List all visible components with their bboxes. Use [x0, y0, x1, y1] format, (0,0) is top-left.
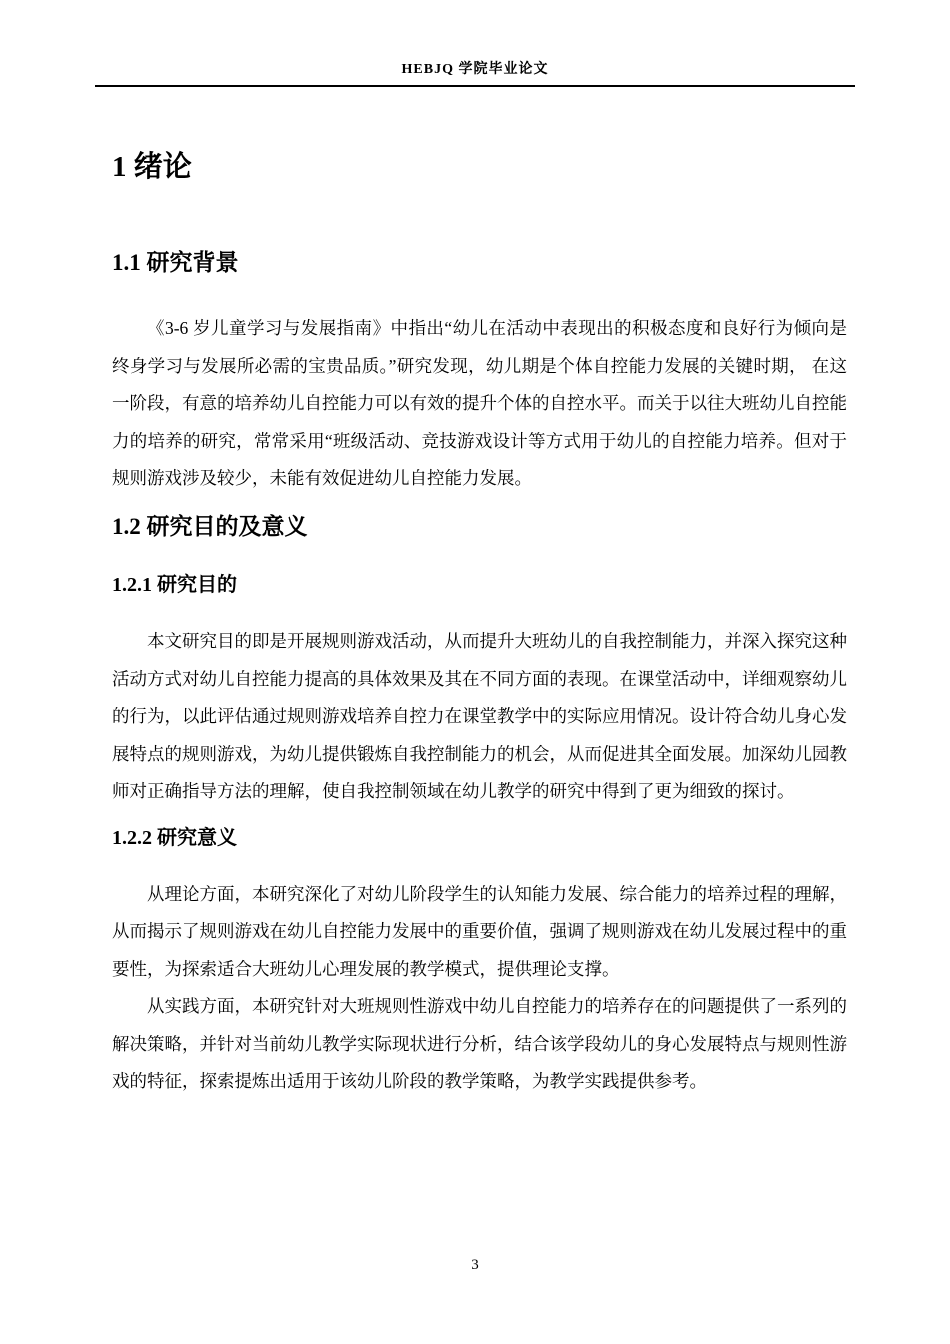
page-header: [95, 58, 855, 87]
section-1-2-1-paragraph: 本文研究目的即是开展规则游戏活动，从而提升大班幼儿的自我控制能力，并深入探究这种活动方式对幼儿自控能力提高的具体效果及其在不同方面的表现。在课堂活动中，详细观察幼儿的行为，以此评估通过规则游戏培养自控力在课堂教学中的实际应用情况。设计符合幼儿身心发展特点的规则游戏，为幼儿提供锻炼自我控制能力的机会，从而促进其全面发展。加深幼儿园教师对正确指导方法的理解，使自我控制领域在幼儿教学的研究中得到了更为细致的探讨。: [112, 631, 847, 802]
header-rule: [95, 85, 855, 87]
section-1-2-2-heading: 1.2.2 研究意义: [112, 826, 237, 849]
section-1-2-1: [112, 574, 847, 811]
section-1-1-heading: 1.1 研究背景: [112, 249, 239, 275]
section-1-2-1-heading: 1.2.1 研究目的: [112, 574, 237, 597]
section-1-2-2: [112, 827, 847, 1101]
section-1-1-paragraph: 《3-6 岁儿童学习与发展指南》中指出“幼儿在活动中表现出的积极态度和良好行为倾向是终身学习与发展所必需的宝贵品质。”研究发现，幼儿期是个体自控能力发展的关键时期， 在这一阶段，有意的培养幼儿自控能力可以有效的提升个体的自控水平。而关于以往大班幼儿自控能力的培养的研究，常常采用“班级活动、竞技游戏设计等方式用于幼儿的自控能力培养。但对于规则游戏涉及较少，未能有效促进幼儿自控能力发展。: [112, 318, 847, 489]
section-1-2-heading: 1.2 研究目的及意义: [112, 513, 308, 539]
section-1-1: [112, 250, 847, 498]
page-footer: [0, 1256, 950, 1274]
chapter-heading: 1 绪论: [112, 151, 192, 183]
document-body: [112, 152, 847, 1101]
section-1-2: [112, 514, 847, 1101]
header-title: HEBJQ 学院毕业论文: [401, 62, 549, 77]
page-number: 3: [471, 1257, 479, 1273]
section-1-2-2-paragraph-2: 从实践方面，本研究针对大班规则性游戏中幼儿自控能力的培养存在的问题提供了一系列的解决策略，并针对当前幼儿教学实际现状进行分析，结合该学段幼儿的身心发展特点与规则性游戏的特征，探索提炼出适用于该幼儿阶段的教学策略，为教学实践提供参考。: [112, 996, 847, 1092]
section-1-2-2-paragraph-1: 从理论方面，本研究深化了对幼儿阶段学生的认知能力发展、综合能力的培养过程的理解，从而揭示了规则游戏在幼儿自控能力发展中的重要价值，强调了规则游戏在幼儿发展过程中的重要性，为探索适合大班幼儿心理发展的教学模式，提供理论支撑。: [112, 883, 847, 979]
